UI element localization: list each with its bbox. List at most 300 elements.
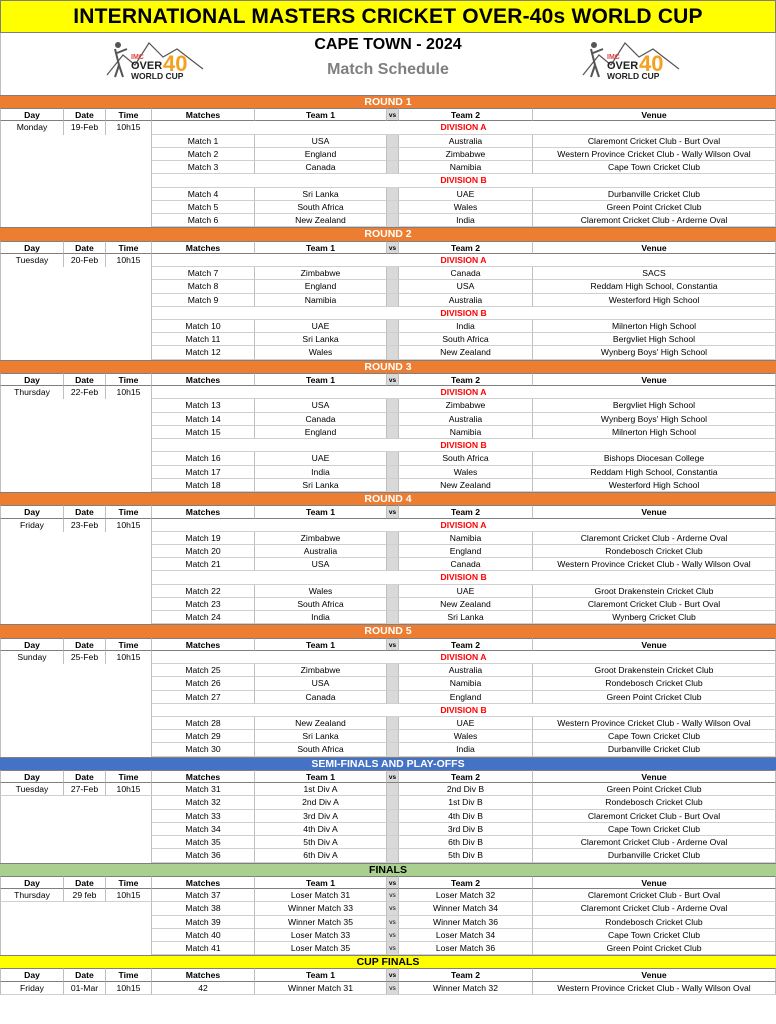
team1-cell: USA — [255, 135, 387, 148]
vs-cell — [387, 333, 399, 346]
schedule-subtitle: Match Schedule — [327, 61, 449, 78]
logo-imc-text: IMC — [131, 54, 144, 61]
team2-cell: Loser Match 36 — [399, 942, 533, 955]
left-blank — [0, 294, 152, 307]
team1-cell: 3rd Div A — [255, 810, 387, 823]
team1-cell: India — [255, 466, 387, 479]
time-cell: 10h15 — [106, 519, 152, 532]
section-title: ROUND 5 — [0, 624, 776, 637]
header-matches: Matches — [152, 638, 255, 651]
left-blank — [0, 916, 152, 929]
venue-cell: Claremont Cricket Club - Burt Oval — [533, 135, 776, 148]
venue-cell: Rondebosch Cricket Club — [533, 916, 776, 929]
team1-cell: UAE — [255, 452, 387, 465]
header-team1: Team 1 — [255, 770, 387, 783]
match-cell: Match 24 — [152, 611, 255, 624]
left-blank — [0, 479, 152, 492]
match-cell: Match 20 — [152, 545, 255, 558]
match-row — [0, 333, 776, 346]
venue-cell: Durbanville Cricket Club — [533, 849, 776, 862]
left-blank — [0, 346, 152, 359]
team1-cell: Australia — [255, 545, 387, 558]
venue-cell: SACS — [533, 267, 776, 280]
team1-cell: Loser Match 35 — [255, 942, 387, 955]
header-date: Date — [64, 770, 106, 783]
team1-cell: USA — [255, 399, 387, 412]
left-blank — [0, 796, 152, 809]
team1-cell: Zimbabwe — [255, 532, 387, 545]
header-time: Time — [106, 241, 152, 254]
vs-cell — [387, 823, 399, 836]
venue-cell: Cape Town Cricket Club — [533, 730, 776, 743]
header-vs: vs — [387, 241, 399, 254]
match-cell: Match 12 — [152, 346, 255, 359]
header-team2: Team 2 — [399, 505, 533, 518]
left-blank — [0, 823, 152, 836]
date-cell: 27-Feb — [64, 783, 106, 796]
match-row — [0, 611, 776, 624]
left-blank — [0, 148, 152, 161]
match-row — [0, 743, 776, 756]
venue-cell: Green Point Cricket Club — [533, 783, 776, 796]
team2-cell: Wales — [399, 730, 533, 743]
vs-cell: vs — [387, 916, 399, 929]
team1-cell: Canada — [255, 691, 387, 704]
header-matches: Matches — [152, 241, 255, 254]
match-row — [0, 929, 776, 942]
venue-cell: Western Province Cricket Club - Wally Wilson Oval — [533, 148, 776, 161]
vs-cell: vs — [387, 942, 399, 955]
vs-cell — [387, 188, 399, 201]
match-cell: Match 9 — [152, 294, 255, 307]
venue-cell: Cape Town Cricket Club — [533, 823, 776, 836]
section-title: SEMI-FINALS AND PLAY-OFFS — [0, 757, 776, 770]
team2-cell: Winner Match 32 — [399, 982, 533, 995]
match-cell: Match 4 — [152, 188, 255, 201]
team2-cell: Winner Match 34 — [399, 902, 533, 915]
header-vs: vs — [387, 770, 399, 783]
team1-cell: South Africa — [255, 598, 387, 611]
day-cell: Friday — [0, 519, 64, 532]
left-blank — [0, 532, 152, 545]
match-cell: Match 1 — [152, 135, 255, 148]
team2-cell: Wales — [399, 201, 533, 214]
team1-cell: Sri Lanka — [255, 188, 387, 201]
vs-cell — [387, 849, 399, 862]
vs-cell — [387, 810, 399, 823]
match-row — [0, 188, 776, 201]
header-day: Day — [0, 770, 64, 783]
header-date: Date — [64, 241, 106, 254]
team2-cell: New Zealand — [399, 346, 533, 359]
division-row — [0, 651, 776, 664]
team1-cell: South Africa — [255, 201, 387, 214]
header-matches: Matches — [152, 505, 255, 518]
left-blank — [0, 611, 152, 624]
team2-cell: England — [399, 691, 533, 704]
header-team2: Team 2 — [399, 968, 533, 981]
team1-cell: Sri Lanka — [255, 333, 387, 346]
header-vs: vs — [387, 505, 399, 518]
header-time: Time — [106, 770, 152, 783]
left-blank — [0, 174, 152, 187]
vs-cell — [387, 214, 399, 227]
team1-cell: Loser Match 33 — [255, 929, 387, 942]
header-team2: Team 2 — [399, 876, 533, 889]
match-cell: Match 23 — [152, 598, 255, 611]
venue-cell: Reddam High School, Constantia — [533, 280, 776, 293]
section-title: ROUND 4 — [0, 492, 776, 505]
team2-cell: Namibia — [399, 426, 533, 439]
day-cell: Tuesday — [0, 783, 64, 796]
match-cell: Match 13 — [152, 399, 255, 412]
vs-cell — [387, 743, 399, 756]
day-cell: Monday — [0, 121, 64, 134]
match-cell: Match 7 — [152, 267, 255, 280]
column-header-row — [0, 108, 776, 121]
left-blank — [0, 320, 152, 333]
header-venue: Venue — [533, 373, 776, 386]
header-date: Date — [64, 505, 106, 518]
vs-cell — [387, 783, 399, 796]
header-vs: vs — [387, 108, 399, 121]
team2-cell: 6th Div B — [399, 836, 533, 849]
header-matches: Matches — [152, 968, 255, 981]
match-row — [0, 942, 776, 955]
left-blank — [0, 439, 152, 452]
header-team2: Team 2 — [399, 770, 533, 783]
day-cell: Tuesday — [0, 254, 64, 267]
division-row — [0, 121, 776, 134]
venue-cell: Milnerton High School — [533, 426, 776, 439]
team2-cell: Wales — [399, 466, 533, 479]
venue-cell: Green Point Cricket Club — [533, 201, 776, 214]
header-matches: Matches — [152, 876, 255, 889]
logo-worldcup-text: WORLD CUP — [607, 71, 660, 81]
team1-cell: Canada — [255, 413, 387, 426]
team1-cell: New Zealand — [255, 717, 387, 730]
left-blank — [0, 267, 152, 280]
division-label: DIVISION A — [152, 651, 776, 664]
header-day: Day — [0, 638, 64, 651]
section-band-row — [0, 360, 776, 373]
match-row — [0, 201, 776, 214]
team1-cell: 6th Div A — [255, 849, 387, 862]
header-day: Day — [0, 505, 64, 518]
logo-over-text: OVER — [131, 60, 163, 72]
division-row — [0, 439, 776, 452]
team2-cell: 3rd Div B — [399, 823, 533, 836]
venue-cell: Green Point Cricket Club — [533, 942, 776, 955]
left-blank — [0, 333, 152, 346]
team2-cell: Zimbabwe — [399, 399, 533, 412]
team1-cell: Winner Match 31 — [255, 982, 387, 995]
left-blank — [0, 399, 152, 412]
venue-cell: Bergvliet High School — [533, 399, 776, 412]
match-cell: Match 15 — [152, 426, 255, 439]
venue-cell: Milnerton High School — [533, 320, 776, 333]
left-blank — [0, 545, 152, 558]
team2-cell: Australia — [399, 294, 533, 307]
vs-cell — [387, 598, 399, 611]
left-blank — [0, 135, 152, 148]
header-vs: vs — [387, 968, 399, 981]
left-blank — [0, 902, 152, 915]
match-row — [0, 479, 776, 492]
vs-cell — [387, 320, 399, 333]
header-date: Date — [64, 108, 106, 121]
header-team1: Team 1 — [255, 638, 387, 651]
match-cell: Match 30 — [152, 743, 255, 756]
vs-cell — [387, 677, 399, 690]
match-row — [0, 982, 776, 995]
division-row — [0, 704, 776, 717]
match-row — [0, 135, 776, 148]
section-band-row — [0, 955, 776, 968]
left-blank — [0, 307, 152, 320]
team2-cell: UAE — [399, 717, 533, 730]
match-row — [0, 466, 776, 479]
left-blank — [0, 188, 152, 201]
page-title: INTERNATIONAL MASTERS CRICKET OVER-40s WORLD CUP — [0, 0, 776, 33]
left-blank — [0, 426, 152, 439]
match-cell: Match 17 — [152, 466, 255, 479]
team2-cell: 2nd Div B — [399, 783, 533, 796]
match-cell: Match 41 — [152, 942, 255, 955]
date-cell: 25-Feb — [64, 651, 106, 664]
team2-cell: Namibia — [399, 161, 533, 174]
match-cell: Match 33 — [152, 810, 255, 823]
team1-cell: Sri Lanka — [255, 730, 387, 743]
header-venue: Venue — [533, 968, 776, 981]
venue-cell: Groot Drakenstein Cricket Club — [533, 585, 776, 598]
team1-cell: Zimbabwe — [255, 267, 387, 280]
division-label: DIVISION A — [152, 519, 776, 532]
match-cell: Match 8 — [152, 280, 255, 293]
team2-cell: Loser Match 32 — [399, 889, 533, 902]
logo-imc-text: IMC — [607, 54, 620, 61]
match-row — [0, 426, 776, 439]
match-cell: Match 16 — [152, 452, 255, 465]
date-cell: 19-Feb — [64, 121, 106, 134]
vs-cell — [387, 545, 399, 558]
team2-cell: Namibia — [399, 532, 533, 545]
team2-cell: New Zealand — [399, 479, 533, 492]
match-row — [0, 598, 776, 611]
match-cell: Match 39 — [152, 916, 255, 929]
header-team1: Team 1 — [255, 505, 387, 518]
header-venue: Venue — [533, 108, 776, 121]
venue-cell: Green Point Cricket Club — [533, 691, 776, 704]
match-cell: Match 14 — [152, 413, 255, 426]
team1-cell: India — [255, 611, 387, 624]
column-header-row — [0, 373, 776, 386]
venue-cell: Wynberg Boys' High School — [533, 346, 776, 359]
team1-cell: Canada — [255, 161, 387, 174]
left-blank — [0, 717, 152, 730]
match-cell: Match 26 — [152, 677, 255, 690]
team1-cell: UAE — [255, 320, 387, 333]
team2-cell: Namibia — [399, 677, 533, 690]
left-blank — [0, 849, 152, 862]
team2-cell: USA — [399, 280, 533, 293]
header-vs: vs — [387, 876, 399, 889]
division-label: DIVISION A — [152, 121, 776, 134]
left-blank — [0, 942, 152, 955]
match-cell: Match 18 — [152, 479, 255, 492]
match-cell: Match 19 — [152, 532, 255, 545]
time-cell: 10h15 — [106, 982, 152, 995]
match-row — [0, 267, 776, 280]
vs-cell — [387, 413, 399, 426]
vs-cell — [387, 479, 399, 492]
division-row — [0, 254, 776, 267]
day-cell: Sunday — [0, 651, 64, 664]
left-blank — [0, 743, 152, 756]
schedule-table — [0, 95, 776, 995]
date-cell: 01-Mar — [64, 982, 106, 995]
division-row — [0, 307, 776, 320]
vs-cell — [387, 280, 399, 293]
section-band-row — [0, 227, 776, 240]
team2-cell: South Africa — [399, 452, 533, 465]
section-band-row — [0, 863, 776, 876]
time-cell: 10h15 — [106, 889, 152, 902]
vs-cell — [387, 267, 399, 280]
match-row — [0, 823, 776, 836]
vs-cell — [387, 161, 399, 174]
vs-cell — [387, 585, 399, 598]
vs-cell — [387, 148, 399, 161]
section-band-row — [0, 492, 776, 505]
match-row — [0, 452, 776, 465]
division-label: DIVISION B — [152, 307, 776, 320]
team1-cell: Namibia — [255, 294, 387, 307]
section-title: ROUND 1 — [0, 95, 776, 108]
venue-cell: Rondebosch Cricket Club — [533, 545, 776, 558]
vs-cell — [387, 452, 399, 465]
match-row — [0, 399, 776, 412]
header-team1: Team 1 — [255, 968, 387, 981]
time-cell: 10h15 — [106, 121, 152, 134]
header-time: Time — [106, 108, 152, 121]
team2-cell: Winner Match 36 — [399, 916, 533, 929]
team2-cell: New Zealand — [399, 598, 533, 611]
header-venue: Venue — [533, 876, 776, 889]
venue-cell: Claremont Cricket Club - Arderne Oval — [533, 836, 776, 849]
venue-cell: Bergvliet High School — [533, 333, 776, 346]
header-team2: Team 2 — [399, 373, 533, 386]
header-date: Date — [64, 968, 106, 981]
vs-cell: vs — [387, 902, 399, 915]
header-time: Time — [106, 505, 152, 518]
vs-cell — [387, 426, 399, 439]
section-band-row — [0, 624, 776, 637]
division-row — [0, 571, 776, 584]
team1-cell: England — [255, 148, 387, 161]
column-header-row — [0, 968, 776, 981]
match-cell: Match 11 — [152, 333, 255, 346]
division-label: DIVISION B — [152, 571, 776, 584]
header-vs: vs — [387, 638, 399, 651]
left-blank — [0, 558, 152, 571]
header-date: Date — [64, 638, 106, 651]
venue-cell: Cape Town Cricket Club — [533, 929, 776, 942]
venue-cell: Claremont Cricket Club - Burt Oval — [533, 810, 776, 823]
venue-cell: Reddam High School, Constantia — [533, 466, 776, 479]
vs-cell: vs — [387, 929, 399, 942]
vs-cell — [387, 399, 399, 412]
team2-cell: England — [399, 545, 533, 558]
header-time: Time — [106, 876, 152, 889]
date-cell: 22-Feb — [64, 386, 106, 399]
match-cell: Match 21 — [152, 558, 255, 571]
team1-cell: Zimbabwe — [255, 664, 387, 677]
team2-cell: India — [399, 214, 533, 227]
vs-cell — [387, 466, 399, 479]
match-cell: Match 29 — [152, 730, 255, 743]
vs-cell — [387, 717, 399, 730]
team1-cell: Loser Match 31 — [255, 889, 387, 902]
vs-cell — [387, 796, 399, 809]
match-cell: Match 6 — [152, 214, 255, 227]
match-row — [0, 810, 776, 823]
venue-cell: Claremont Cricket Club - Burt Oval — [533, 598, 776, 611]
team1-cell: 4th Div A — [255, 823, 387, 836]
left-blank — [0, 466, 152, 479]
page-header — [0, 33, 776, 95]
left-blank — [0, 730, 152, 743]
match-cell: Match 22 — [152, 585, 255, 598]
logo-forty-text: 40 — [639, 51, 664, 76]
team2-cell: Canada — [399, 558, 533, 571]
match-row — [0, 717, 776, 730]
header-day: Day — [0, 108, 64, 121]
division-label: DIVISION A — [152, 386, 776, 399]
left-blank — [0, 452, 152, 465]
left-blank — [0, 280, 152, 293]
vs-cell — [387, 558, 399, 571]
header-team2: Team 2 — [399, 638, 533, 651]
venue-cell: Western Province Cricket Club - Wally Wilson Oval — [533, 982, 776, 995]
header-matches: Matches — [152, 770, 255, 783]
venue-cell: Westerford High School — [533, 294, 776, 307]
header-team2: Team 2 — [399, 108, 533, 121]
match-row — [0, 280, 776, 293]
match-row — [0, 889, 776, 902]
match-cell: Match 32 — [152, 796, 255, 809]
header-day: Day — [0, 241, 64, 254]
match-row — [0, 545, 776, 558]
venue-cell: Westerford High School — [533, 479, 776, 492]
venue-cell: Western Province Cricket Club - Wally Wilson Oval — [533, 717, 776, 730]
match-row — [0, 664, 776, 677]
team1-cell: Wales — [255, 585, 387, 598]
header-matches: Matches — [152, 108, 255, 121]
header-day: Day — [0, 373, 64, 386]
team1-cell: Wales — [255, 346, 387, 359]
time-cell: 10h15 — [106, 386, 152, 399]
match-row — [0, 294, 776, 307]
division-label: DIVISION B — [152, 174, 776, 187]
vs-cell — [387, 836, 399, 849]
team1-cell: England — [255, 280, 387, 293]
left-blank — [0, 585, 152, 598]
vs-cell — [387, 730, 399, 743]
team2-cell: 4th Div B — [399, 810, 533, 823]
division-row — [0, 519, 776, 532]
match-cell: Match 27 — [152, 691, 255, 704]
